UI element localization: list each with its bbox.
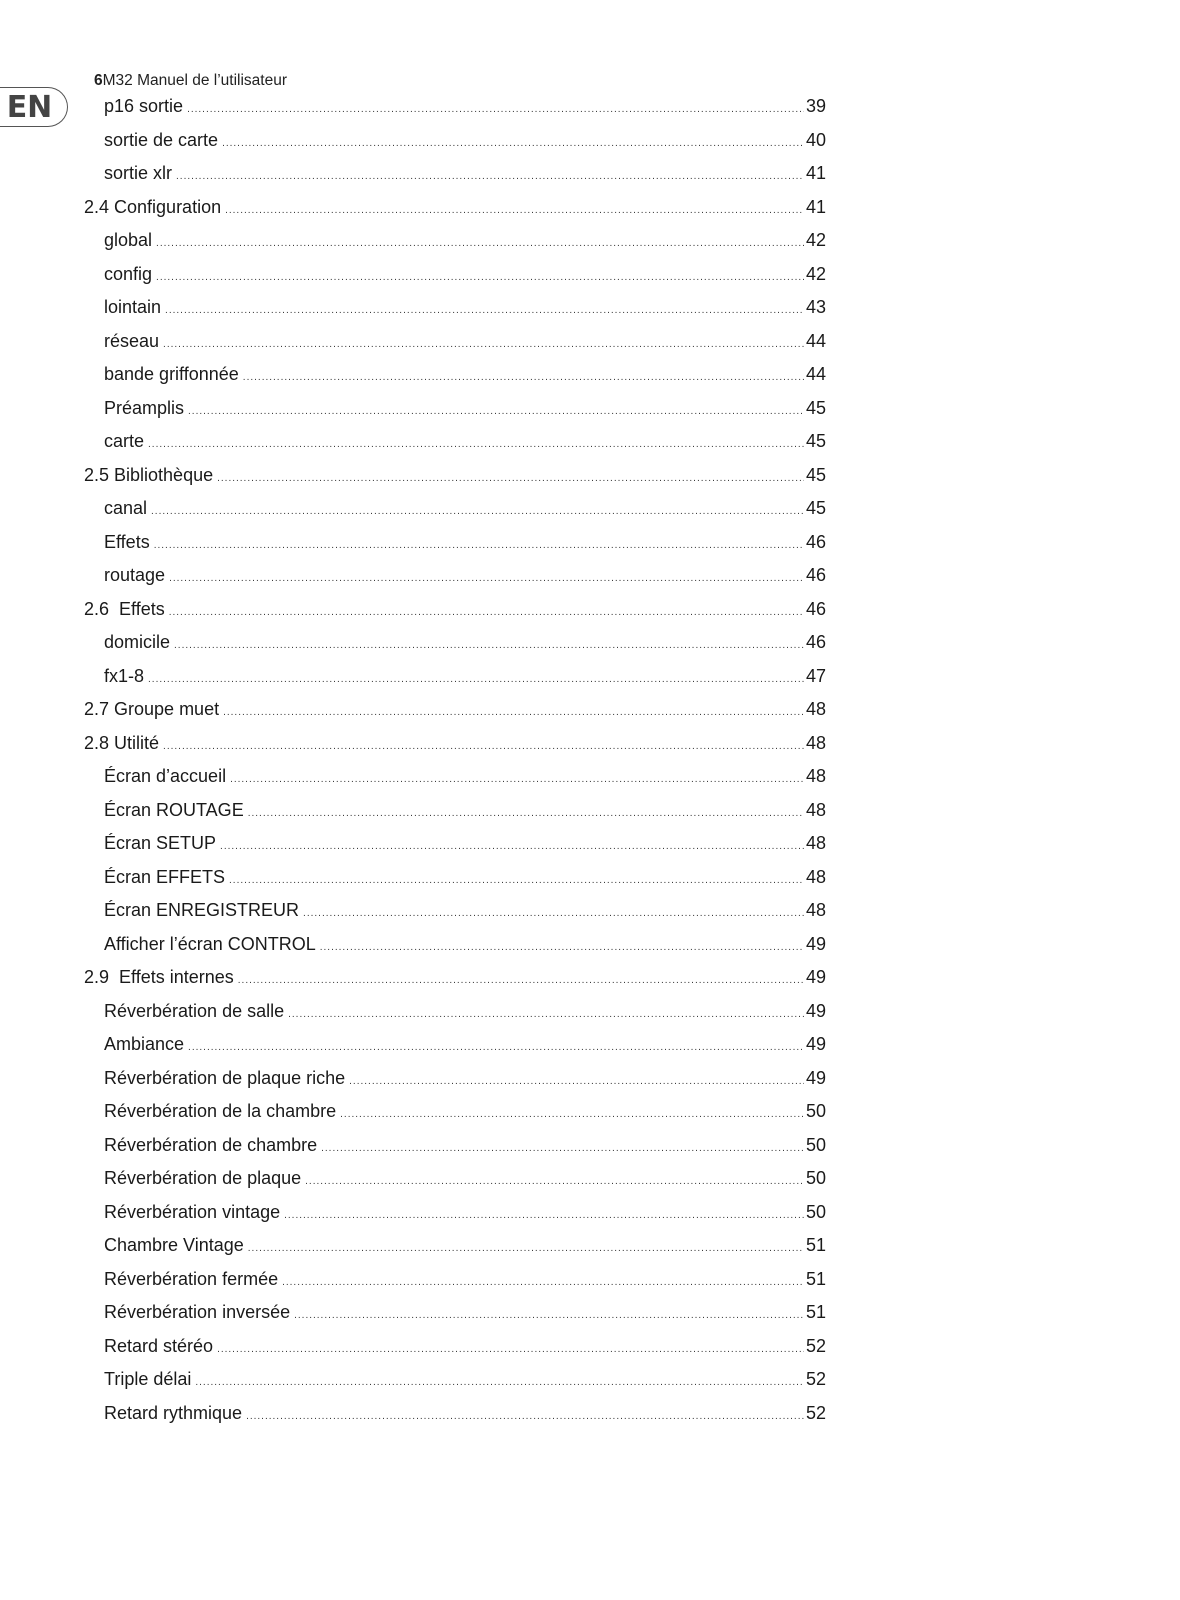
toc-entry[interactable] <box>84 392 826 426</box>
toc-entry-label: 2.9 Effets internes <box>84 967 234 987</box>
toc-dot-leader <box>148 428 804 462</box>
toc-entry-label: bande griffonnée <box>104 364 239 384</box>
toc-entry-label: Écran d’accueil <box>104 766 227 786</box>
toc-entry-page-number: 49 <box>805 1000 826 1021</box>
toc-entry[interactable] <box>84 1162 826 1196</box>
toc-entry-page-number: 48 <box>805 866 826 887</box>
toc-entry[interactable] <box>84 124 826 158</box>
toc-dot-leader <box>217 462 804 496</box>
toc-entry-label: domicile <box>104 632 171 652</box>
toc-entry-page-number: 51 <box>805 1235 826 1255</box>
toc-section-entry[interactable] <box>84 961 826 995</box>
toc-entry-label: Réverbération de plaque riche <box>104 1067 346 1088</box>
toc-entry-label: config <box>104 263 153 284</box>
toc-entry-page-number: 45 <box>805 498 826 518</box>
toc-entry-page-number: 48 <box>805 699 826 719</box>
toc-entry[interactable] <box>84 1062 826 1096</box>
toc-dot-leader <box>284 1199 804 1233</box>
toc-entry-label: fx1-8 <box>104 665 145 686</box>
toc-dot-leader <box>225 194 804 228</box>
toc-entry-label: 2.8 Utilité <box>84 732 160 753</box>
toc-entry-page-number: 44 <box>805 364 826 384</box>
toc-section-entry[interactable] <box>84 191 826 225</box>
toc-entry[interactable] <box>84 827 826 861</box>
toc-entry-page-number: 50 <box>805 1168 826 1188</box>
toc-entry-page-number: 49 <box>805 933 826 954</box>
toc-entry[interactable] <box>84 1397 826 1431</box>
toc-dot-leader <box>163 730 804 764</box>
toc-dot-leader <box>340 1098 804 1132</box>
toc-entry-page-number: 46 <box>805 565 826 585</box>
toc-dot-leader <box>222 127 804 161</box>
toc-entry-label: 2.7 Groupe muet <box>84 699 220 719</box>
toc-entry-page-number: 43 <box>805 297 826 317</box>
toc-entry[interactable] <box>84 626 826 660</box>
toc-entry[interactable] <box>84 1363 826 1397</box>
toc-dot-leader <box>156 227 804 261</box>
toc-section-entry[interactable] <box>84 459 826 493</box>
toc-entry-label: carte <box>104 431 145 451</box>
toc-entry-label: Ambiance <box>104 1034 185 1054</box>
toc-dot-leader <box>288 998 804 1032</box>
toc-entry-label: Triple délai <box>104 1369 192 1389</box>
toc-section-entry[interactable] <box>84 727 826 761</box>
toc-entry-page-number: 46 <box>805 632 826 652</box>
toc-entry-page-number: 49 <box>805 1034 826 1054</box>
toc-entry-label: p16 sortie <box>104 96 184 116</box>
toc-entry[interactable] <box>84 492 826 526</box>
toc-entry[interactable] <box>84 1196 826 1230</box>
toc-dot-leader <box>195 1366 804 1400</box>
toc-dot-leader <box>176 160 804 194</box>
toc-entry-page-number: 48 <box>805 900 826 920</box>
toc-entry-page-number: 46 <box>805 598 826 619</box>
toc-dot-leader <box>169 596 804 630</box>
toc-entry-page-number: 51 <box>805 1268 826 1289</box>
toc-entry[interactable] <box>84 425 826 459</box>
toc-entry[interactable] <box>84 1296 826 1330</box>
toc-entry-page-number: 44 <box>805 330 826 351</box>
toc-entry[interactable] <box>84 291 826 325</box>
toc-entry-label: Réverbération de chambre <box>104 1134 318 1155</box>
toc-entry-page-number: 52 <box>805 1402 826 1423</box>
toc-entry-label: lointain <box>104 297 162 317</box>
toc-entry-label: réseau <box>104 330 160 351</box>
toc-entry-page-number: 42 <box>805 263 826 284</box>
toc-section-entry[interactable] <box>84 593 826 627</box>
toc-entry-page-number: 48 <box>805 732 826 753</box>
table-of-contents <box>84 90 826 1430</box>
toc-entry[interactable] <box>84 928 826 962</box>
toc-entry-page-number: 46 <box>805 531 826 552</box>
toc-entry-page-number: 41 <box>805 163 826 183</box>
toc-entry-page-number: 50 <box>805 1101 826 1121</box>
toc-dot-leader <box>230 763 804 797</box>
toc-entry-label: Réverbération vintage <box>104 1201 281 1222</box>
toc-dot-leader <box>165 294 804 328</box>
toc-entry-label: 2.4 Configuration <box>84 196 222 217</box>
toc-entry[interactable] <box>84 224 826 258</box>
toc-dot-leader <box>188 1031 804 1065</box>
toc-entry-page-number: 42 <box>805 230 826 250</box>
toc-entry-label: Réverbération de la chambre <box>104 1101 337 1121</box>
toc-dot-leader <box>151 495 804 529</box>
toc-dot-leader <box>220 830 804 864</box>
toc-entry-label: sortie de carte <box>104 129 219 150</box>
toc-entry-page-number: 50 <box>805 1134 826 1155</box>
toc-entry[interactable] <box>84 90 826 124</box>
toc-entry-label: Chambre Vintage <box>104 1235 244 1255</box>
toc-entry-page-number: 48 <box>805 766 826 786</box>
toc-entry-page-number: 48 <box>805 799 826 820</box>
page-header <box>94 72 287 90</box>
toc-entry-label: 2.6 Effets <box>84 598 165 619</box>
toc-entry-page-number: 47 <box>805 665 826 686</box>
toc-entry-label: Réverbération de salle <box>104 1000 285 1021</box>
toc-dot-leader <box>188 395 804 429</box>
language-badge: EN <box>0 87 68 127</box>
toc-entry-label: Réverbération de plaque <box>104 1168 302 1188</box>
toc-entry[interactable] <box>84 760 826 794</box>
toc-entry[interactable] <box>84 526 826 560</box>
toc-dot-leader <box>282 1266 804 1300</box>
toc-entry-page-number: 51 <box>805 1302 826 1322</box>
toc-entry[interactable] <box>84 1028 826 1062</box>
toc-entry[interactable] <box>84 1095 826 1129</box>
toc-entry-label: Réverbération inversée <box>104 1302 291 1322</box>
document-title: M32 Manuel de l’utilisateur <box>102 72 287 89</box>
toc-entry-page-number: 41 <box>805 196 826 217</box>
toc-entry-page-number: 39 <box>805 96 826 116</box>
toc-entry-page-number: 50 <box>805 1201 826 1222</box>
toc-entry[interactable] <box>84 1330 826 1364</box>
toc-entry-page-number: 49 <box>805 967 826 987</box>
toc-dot-leader <box>217 1333 804 1367</box>
toc-entry-label: Retard stéréo <box>104 1335 214 1356</box>
toc-dot-leader <box>305 1165 804 1199</box>
toc-dot-leader <box>303 897 804 931</box>
toc-entry-page-number: 45 <box>805 464 826 485</box>
toc-dot-leader <box>246 1400 804 1434</box>
toc-entry-label: Effets <box>104 531 150 552</box>
toc-entry[interactable] <box>84 794 826 828</box>
toc-entry-label: 2.5 Bibliothèque <box>84 464 214 485</box>
toc-dot-leader <box>320 931 804 965</box>
toc-entry-page-number: 52 <box>805 1369 826 1389</box>
toc-dot-leader <box>148 663 804 697</box>
toc-dot-leader <box>321 1132 804 1166</box>
toc-entry-label: routage <box>104 565 166 585</box>
toc-dot-leader <box>248 797 804 831</box>
toc-entry[interactable] <box>84 861 826 895</box>
toc-entry[interactable] <box>84 1129 826 1163</box>
toc-dot-leader <box>248 1232 804 1266</box>
toc-entry[interactable] <box>84 995 826 1029</box>
toc-entry-page-number: 49 <box>805 1067 826 1088</box>
toc-entry-label: Écran SETUP <box>104 833 217 853</box>
toc-section-entry[interactable] <box>84 693 826 727</box>
toc-dot-leader <box>163 328 804 362</box>
toc-entry-page-number: 48 <box>805 833 826 853</box>
toc-dot-leader <box>349 1065 804 1099</box>
toc-entry-label: Écran ROUTAGE <box>104 799 244 820</box>
toc-dot-leader <box>174 629 804 663</box>
toc-entry-label: canal <box>104 498 148 518</box>
toc-entry[interactable] <box>84 559 826 593</box>
toc-dot-leader <box>238 964 804 998</box>
toc-entry[interactable] <box>84 325 826 359</box>
toc-entry-label: Écran EFFETS <box>104 866 226 887</box>
toc-entry-label: Retard rythmique <box>104 1402 243 1423</box>
toc-entry-page-number: 45 <box>805 397 826 418</box>
toc-dot-leader <box>243 361 804 395</box>
toc-entry[interactable] <box>84 258 826 292</box>
toc-entry-label: Réverbération fermée <box>104 1268 279 1289</box>
toc-entry[interactable] <box>84 1229 826 1263</box>
toc-entry-page-number: 45 <box>805 431 826 451</box>
toc-entry[interactable] <box>84 1263 826 1297</box>
toc-dot-leader <box>154 529 804 563</box>
toc-dot-leader <box>156 261 804 295</box>
toc-entry-page-number: 52 <box>805 1335 826 1356</box>
toc-entry-label: Préamplis <box>104 397 185 418</box>
toc-entry[interactable] <box>84 660 826 694</box>
toc-dot-leader <box>223 696 804 730</box>
toc-entry[interactable] <box>84 894 826 928</box>
toc-dot-leader <box>187 93 804 127</box>
toc-entry[interactable] <box>84 358 826 392</box>
toc-dot-leader <box>294 1299 804 1333</box>
toc-entry-label: Écran ENREGISTREUR <box>104 900 300 920</box>
page-number: 6 <box>94 72 103 89</box>
toc-entry[interactable] <box>84 157 826 191</box>
toc-entry-label: sortie xlr <box>104 163 173 183</box>
toc-entry-label: Afficher l’écran CONTROL <box>104 933 316 954</box>
toc-entry-page-number: 40 <box>805 129 826 150</box>
toc-dot-leader <box>169 562 804 596</box>
toc-entry-label: global <box>104 230 153 250</box>
toc-dot-leader <box>229 864 804 898</box>
